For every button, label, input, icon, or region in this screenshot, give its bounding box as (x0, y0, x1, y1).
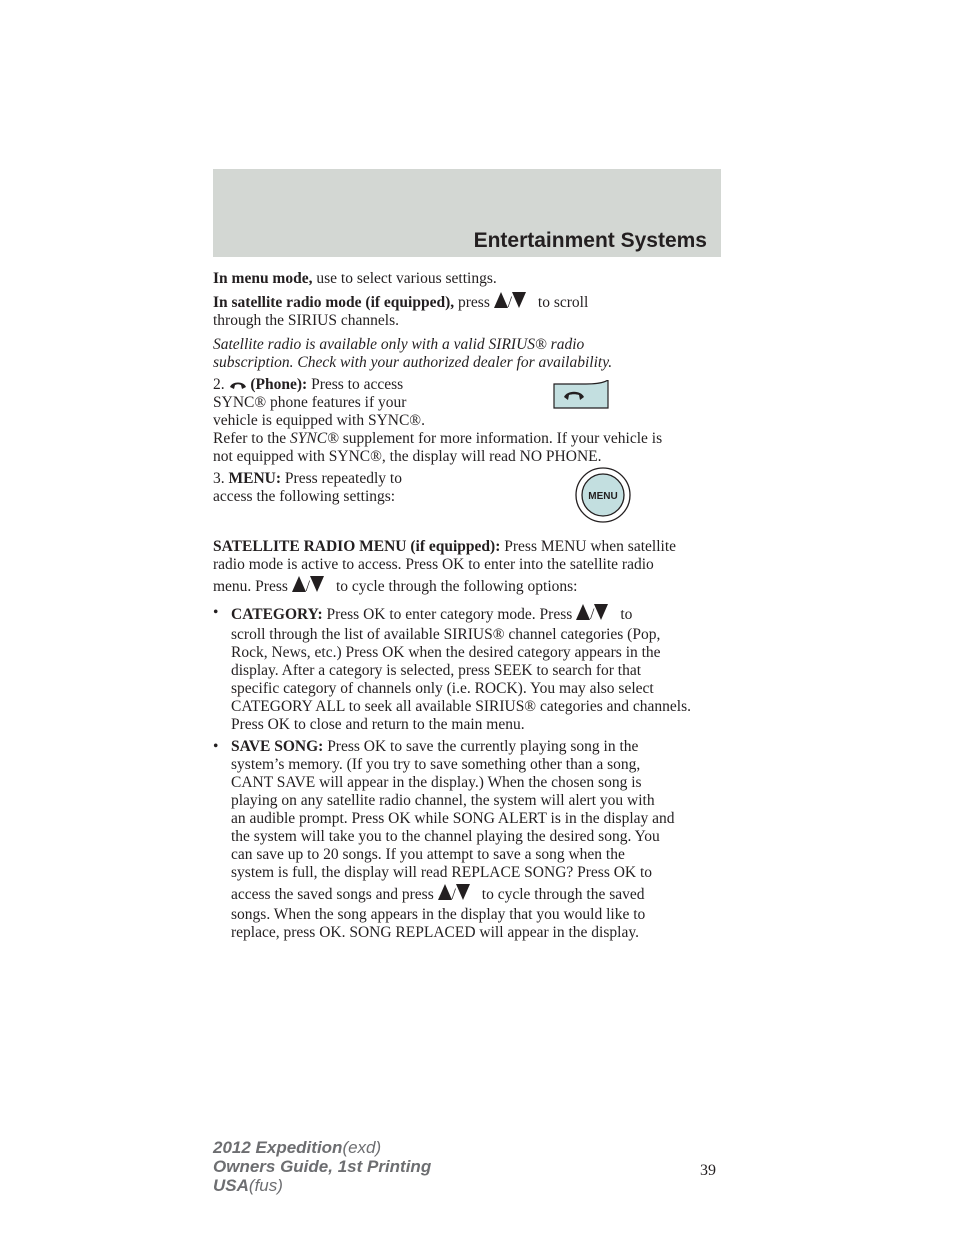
sat-mode-line2: through the SIRIUS channels. (213, 312, 399, 329)
footer-market-code: (fus) (248, 1176, 283, 1195)
save-song-line: can save up to 20 songs. If you attempt to save a song when the (231, 846, 625, 863)
down-arrow-icon (512, 292, 526, 308)
phone-line2: SYNC® phone features if your (213, 394, 407, 411)
menu-number: 3. (213, 470, 225, 487)
sat-mode-label: In satellite radio mode (if equipped), (213, 294, 455, 311)
menu-mode-paragraph (213, 270, 497, 288)
save-song-line1 (231, 738, 638, 756)
save-song-arrow-line-a: access the saved songs and press (231, 886, 434, 903)
menu-text: Press repeatedly to (284, 470, 402, 487)
save-song-label: SAVE SONG: (231, 738, 324, 755)
slash-separator: / (590, 606, 595, 623)
phone-paragraph (213, 376, 403, 394)
phone-line5: not equipped with SYNC®, the display will read NO PHONE. (213, 448, 602, 465)
category-line: CATEGORY ALL to seek all available SIRIUS® categories and channels. (231, 698, 692, 715)
menu-button-illustration (574, 466, 632, 524)
menu-mode-text: use to select various settings. (316, 270, 497, 287)
sat-mode-text-end: to scroll (537, 294, 589, 311)
bullet: • (213, 604, 219, 621)
menu-label: MENU: (228, 470, 282, 487)
sat-menu-line3-a: menu. Press (213, 578, 288, 595)
phone-line4-c: supplement for more information. If your vehicle is (342, 430, 663, 447)
sat-note-line1: Satellite radio is available only with a valid SIRIUS® radio (213, 336, 585, 353)
bullet: • (213, 738, 219, 755)
slash-separator: / (507, 294, 513, 311)
phone-line4-b: SYNC® (290, 430, 339, 447)
phone-label: (Phone): (250, 376, 308, 393)
save-song-text: Press OK to save the currently playing song in the (327, 738, 639, 755)
section-header-band (213, 169, 721, 257)
section-title: Entertainment Systems (473, 229, 707, 252)
menu-line2: access the following settings: (213, 488, 396, 505)
save-song-arrow-line (231, 884, 645, 904)
category-text-end: to (620, 606, 633, 623)
down-arrow-icon (310, 576, 324, 592)
category-line: display. After a category is selected, press SEEK to search for that (231, 662, 642, 679)
footer-model-code: (exd) (342, 1138, 382, 1157)
up-arrow-icon (494, 292, 508, 308)
menu-mode-label: In menu mode, (213, 270, 313, 287)
footer-market: USA (213, 1176, 249, 1195)
sat-menu-text: Press MENU when satellite (504, 538, 677, 555)
category-text: Press OK to enter category mode. Press (326, 606, 573, 623)
category-line: scroll through the list of available SIRIUS® channel categories (Pop, (231, 626, 661, 643)
category-line: Press OK to close and return to the main menu. (231, 716, 525, 733)
save-song-line: the system will take you to the channel playing the desired song. You (231, 828, 660, 845)
category-line: Rock, News, etc.) Press OK when the desired category appears in the (231, 644, 661, 661)
save-song-line: system is full, the display will read REPLACE SONG? Press OK to (231, 864, 653, 881)
category-label: CATEGORY: (231, 606, 323, 623)
sat-mode-paragraph (213, 292, 588, 312)
footer-edition: Owners Guide, 1st Printing (213, 1157, 432, 1176)
save-song-end-line: songs. When the song appears in the display that you would like to (231, 906, 646, 923)
phone-button-illustration (552, 380, 610, 410)
save-song-end-line: replace, press OK. SONG REPLACED will appear in the display. (231, 924, 639, 941)
up-arrow-icon (292, 576, 306, 592)
slash-separator: / (305, 578, 311, 595)
save-song-line: playing on any satellite radio channel, the system will alert you with (231, 792, 655, 809)
footer-model: 2012 Expedition (213, 1138, 343, 1157)
category-line: specific category of channels only (i.e. ROCK). You may also select (231, 680, 654, 697)
down-arrow-icon (594, 604, 608, 620)
sat-mode-text: press (458, 294, 490, 311)
phone-line4 (213, 430, 662, 448)
phone-icon (229, 380, 247, 390)
sat-note-line2: subscription. Check with your authorized dealer for availability. (213, 354, 613, 371)
slash-separator: / (451, 886, 456, 903)
menu-paragraph (213, 470, 402, 488)
phone-text: Press to access (311, 376, 404, 393)
sat-menu-paragraph (213, 538, 676, 556)
up-arrow-icon (576, 604, 590, 620)
menu-button-label: MENU (588, 491, 618, 502)
sat-menu-line2: radio mode is active to access. Press OK to enter into the satellite radio (213, 556, 654, 573)
save-song-arrow-line-b: to cycle through the saved (481, 886, 645, 903)
page-number: 39 (700, 1162, 716, 1179)
sat-menu-line3-b: to cycle through the following options: (335, 578, 578, 595)
save-song-line: an audible prompt. Press OK while SONG ALERT is in the display and (231, 810, 675, 827)
phone-line3: vehicle is equipped with SYNC®. (213, 412, 425, 429)
down-arrow-icon (456, 884, 470, 900)
up-arrow-icon (438, 884, 452, 900)
sat-menu-label: SATELLITE RADIO MENU (if equipped): (213, 538, 501, 555)
phone-number: 2. (213, 376, 225, 393)
save-song-line: CANT SAVE will appear in the display.) When the chosen song is (231, 774, 642, 791)
print-footer (213, 1138, 431, 1195)
save-song-line: system’s memory. (If you try to save something other than a song, (231, 756, 641, 773)
phone-line4-a: Refer to the (213, 430, 287, 447)
category-line1 (231, 604, 632, 624)
sat-menu-line3 (213, 576, 578, 596)
